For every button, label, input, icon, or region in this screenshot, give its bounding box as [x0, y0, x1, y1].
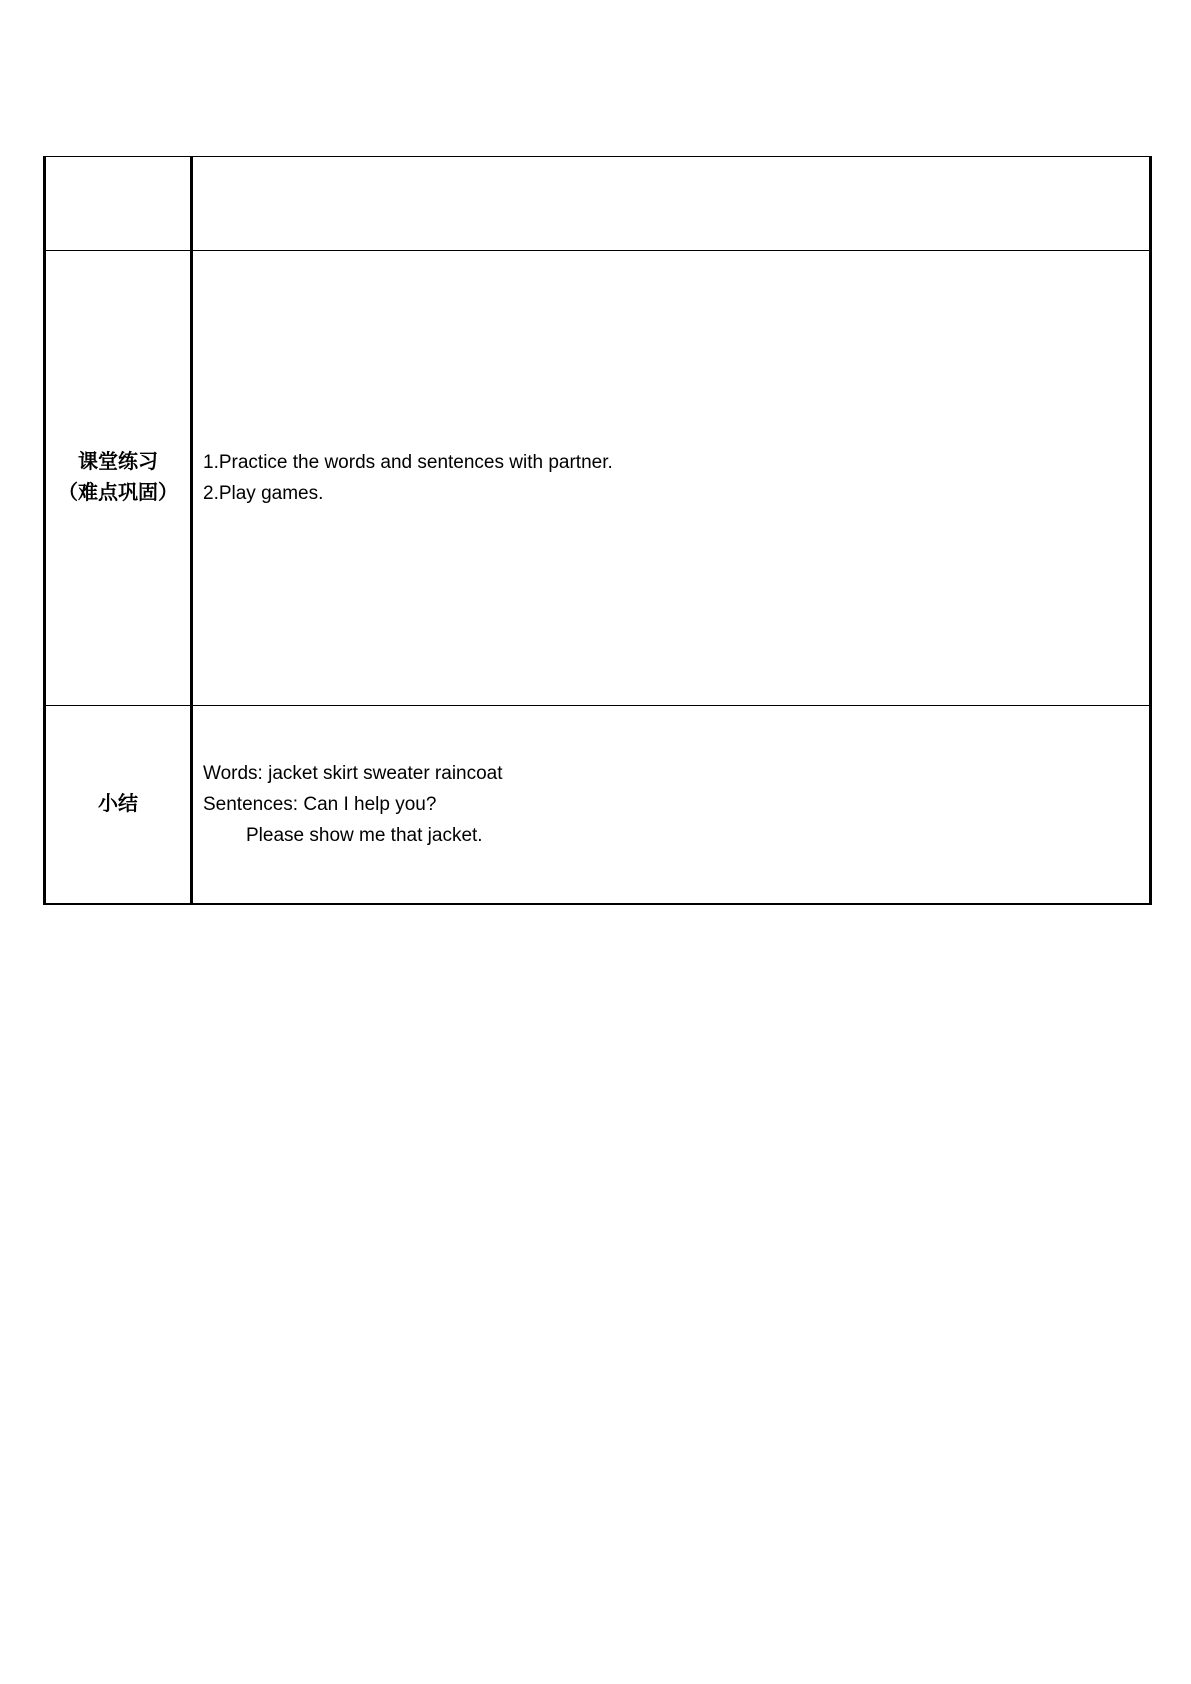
practice-label: 课堂练习 [78, 451, 158, 473]
practice-item-1: 1.Practice the words and sentences with partner. [203, 452, 613, 473]
table-row-practice [45, 251, 1151, 706]
practice-sublabel: （难点巩固） [58, 482, 178, 504]
lesson-plan-table [43, 156, 1152, 905]
summary-sentences: Sentences: Can I help you? [203, 793, 437, 815]
row-content-cell [192, 251, 1151, 706]
summary-label: 小结 [98, 792, 138, 815]
row-content-cell [192, 157, 1151, 251]
table-row-summary [45, 706, 1151, 904]
table-row-top [45, 157, 1151, 251]
row-label-cell [45, 251, 192, 706]
row-label-cell [45, 157, 192, 251]
summary-words: Words: jacket skirt sweater raincoat [203, 762, 503, 784]
row-content-cell [192, 706, 1151, 904]
practice-item-2: 2.Play games. [203, 483, 324, 504]
summary-sentence-2: Please show me that jacket. [246, 824, 483, 846]
row-label-cell [45, 706, 192, 904]
